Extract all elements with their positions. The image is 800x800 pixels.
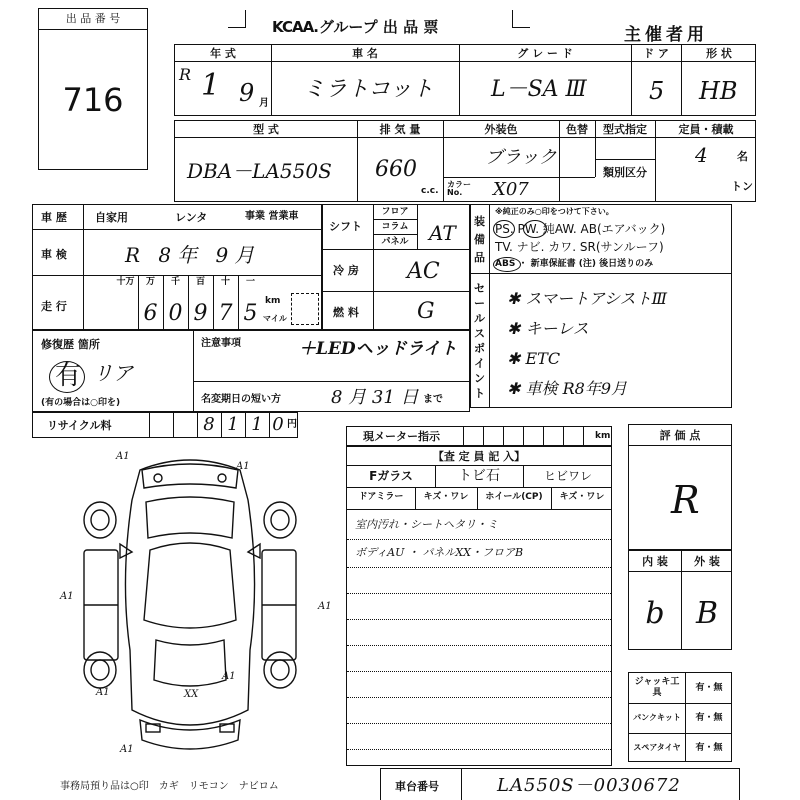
history-private: 自家用 [95,211,128,224]
inspector-block [346,446,612,766]
accessory-label: スペアタイヤ [633,743,681,752]
car-diagram [60,440,320,770]
equipment-side-label: 装備品 [474,215,485,264]
damage-mark: A1 [120,744,134,755]
body-value: HB [699,77,738,105]
grade-value: L－SA Ⅲ [491,77,587,102]
recycle-digit: 1 [227,414,239,435]
lot-number-box [38,8,148,170]
inspector-cell: キズ・ワレ [423,492,469,502]
shift-ac-fuel-block [322,204,470,330]
deadline-suffix: まで [423,394,443,405]
fuel-label: 燃 料 [333,306,359,319]
chassis-value: LA550S－0030672 [497,775,681,796]
pw-circle [523,220,547,238]
abs-circle [493,257,521,272]
digit-label: 千 [170,277,180,287]
color-no-label: カラー No. [447,180,471,197]
mileage-digit: 5 [243,301,258,326]
meter-unit: km [595,431,611,441]
footer-deposit: 事務局預り品は○印 カギ リモコン ナビロム [60,781,279,792]
damage-mark: A1 [116,451,130,462]
model-value: ミラトコット [303,77,434,102]
inspector-cell: ホイール(CP) [485,492,543,502]
unit-km: km [265,296,281,306]
history-business: 事業 営業車 [245,211,299,222]
exterior-label: 外 装 [694,555,720,568]
history-label: 車 歴 [41,211,67,224]
type-label: 型 式 [253,123,279,136]
notes-label: 注意事項 [201,338,241,349]
repair-notes-block [32,330,470,412]
model-label: 車 名 [352,47,378,60]
displacement-label: 排 気 量 [379,123,421,136]
mileage-digit: 6 [143,301,158,326]
sales-item: ✱ キーレス [507,319,589,338]
digit-label: 百 [195,277,205,287]
sales-item: ✱ ETC [507,349,561,368]
deadline-value: 8 月 31 日 [331,387,419,408]
class-label: 類別区分 [603,166,647,179]
score-block [628,424,732,550]
header-bracket-left [228,10,246,28]
repair-circle [49,361,85,393]
accessory-label: ジャッキ工具 [634,677,680,698]
top-row-table [174,44,756,116]
capacity-unit: 名 [737,150,748,163]
score-label: 評 価 点 [659,429,701,442]
inspector-cell: ヒビワレ [543,469,592,483]
unit-mile: マイル [263,314,287,323]
header-title-text: .グループ 出 品 票 [313,18,439,36]
accessory-value: 有・無 [695,683,723,693]
shift-floor: フロア [381,207,409,217]
repair-value: 有 [55,361,82,391]
equipment-line2: TV. ナビ. カワ. SR(サンルーフ) [495,240,664,254]
damage-mark: A1 [60,591,74,602]
accessory-label: パンクキット [633,713,681,722]
mileage-label: 走 行 [41,300,67,313]
repair-note: リア [93,361,133,385]
mileage-digit: 7 [218,301,233,326]
digit-label: 十 [220,277,230,287]
ac-value: AC [407,259,440,284]
inspection-value: R 8年 9月 [125,243,261,267]
interior-label: 内 装 [642,555,668,568]
equipment-sales-block [470,204,732,408]
digit-label: 一 [245,277,255,287]
organizer-label: 主催者用 [624,25,708,45]
accessories-block [628,672,732,762]
notes-value: ＋LEDヘッドライト [299,339,458,359]
history-inspection-mileage-block [32,204,322,330]
fuel-value: G [417,299,435,324]
recycle-row [32,412,298,438]
inspector-cell: キズ・ワレ [559,492,605,502]
ps-circle [493,220,515,238]
grade-label: グ レ ー ド [517,47,573,60]
capacity-value: 4 [695,143,708,167]
digit-label: 万 [145,277,155,287]
inspector-header: 【査 定 員 記 入】 [432,450,526,463]
year-label: 年 式 [210,47,236,60]
color-change-label: 色替 [566,123,588,136]
color-no-value: X07 [493,179,529,200]
equipment-note: ※純正のみ○印をつけて下さい。 [495,207,614,216]
damage-mark: XX [184,689,199,700]
equipment-line3: ABS ・ 新車保証書 (注) 後日送りのみ [495,259,654,269]
recycle-label: リサイクル料 [47,419,112,432]
damage-mark: A1 [222,671,236,682]
mileage-digit: 0 [168,301,183,326]
ac-label: 冷 房 [333,264,359,277]
accessory-value: 有・無 [695,743,723,753]
shift-column: コラム [381,222,409,232]
color-value: ブラック [485,147,557,168]
inspector-cell: トビ石 [458,468,500,484]
year-value: 1 [201,68,221,103]
repair-label: 修復歴 箇所 [41,338,100,351]
shift-value: AT [429,221,456,245]
history-rental: レンタ [175,211,208,224]
meter-label: 現メーター指示 [363,430,440,443]
brand-logo: KCAA [272,18,314,36]
header-bracket-right [512,10,530,28]
inspector-cell: ドアミラー [358,492,404,502]
damage-mark: A1 [318,601,332,612]
shift-label: シフト [329,220,362,233]
recycle-digit: 8 [203,414,215,435]
inspector-comment: ボディAU ・ パネルXX・フロアB [355,546,524,559]
digit-label: 十万 [116,277,135,287]
month-unit: 月 [259,98,269,109]
body-label: 形 状 [706,47,732,60]
recycle-digit: 0 [272,414,284,435]
displacement-value: 660 [375,157,417,182]
interior-exterior-block [628,550,732,650]
sales-item: ✱ 車検 R8年9月 [507,379,627,398]
header-title [272,16,438,37]
capacity-label: 定員・積載 [678,123,734,136]
damage-mark: A1 [236,461,250,472]
damage-mark: A1 [96,687,110,698]
mile-checkbox [291,293,319,325]
recycle-unit: 円 [287,419,297,430]
type-value: DBA－LA550S [187,159,332,183]
score-value: R [671,478,700,522]
sales-side-label: セールスポイント [474,282,485,400]
doors-label: ド ア [643,47,669,60]
color-label: 外装色 [484,123,518,136]
inspection-label: 車 検 [41,248,67,261]
year-era: R [179,65,192,84]
type-spec-label: 型式指定 [603,123,647,136]
inspector-comment: 室内汚れ・シートヘタリ・ミ [355,518,498,531]
repair-sub: (有の場合は○印を) [41,398,121,408]
second-row-table [174,120,756,202]
recycle-digit: 1 [251,414,263,435]
inspector-cell: Fガラス [369,469,413,483]
month-value: 9 [239,79,255,107]
shift-panel: パネル [381,237,409,247]
sales-item: ✱ スマートアシストⅢ [507,289,668,308]
lot-number-label: 出 品 番 号 [65,12,121,25]
interior-value: b [645,596,665,631]
chassis-row [380,768,740,800]
meter-row [346,426,612,446]
load-unit: トン [731,180,753,193]
exterior-value: B [695,596,719,631]
equipment-line1: PS. PW. 純AW. AB(エアバック) [495,222,666,236]
mileage-digit: 9 [193,301,208,326]
mileage-digits [113,275,263,331]
lot-number-value: 716 [62,81,124,119]
doors-value: 5 [649,77,665,105]
accessory-value: 有・無 [695,713,723,723]
cc-unit: c.c. [421,186,439,196]
chassis-label: 車台番号 [395,780,439,793]
deadline-label: 名変期日の短い方 [201,394,281,405]
